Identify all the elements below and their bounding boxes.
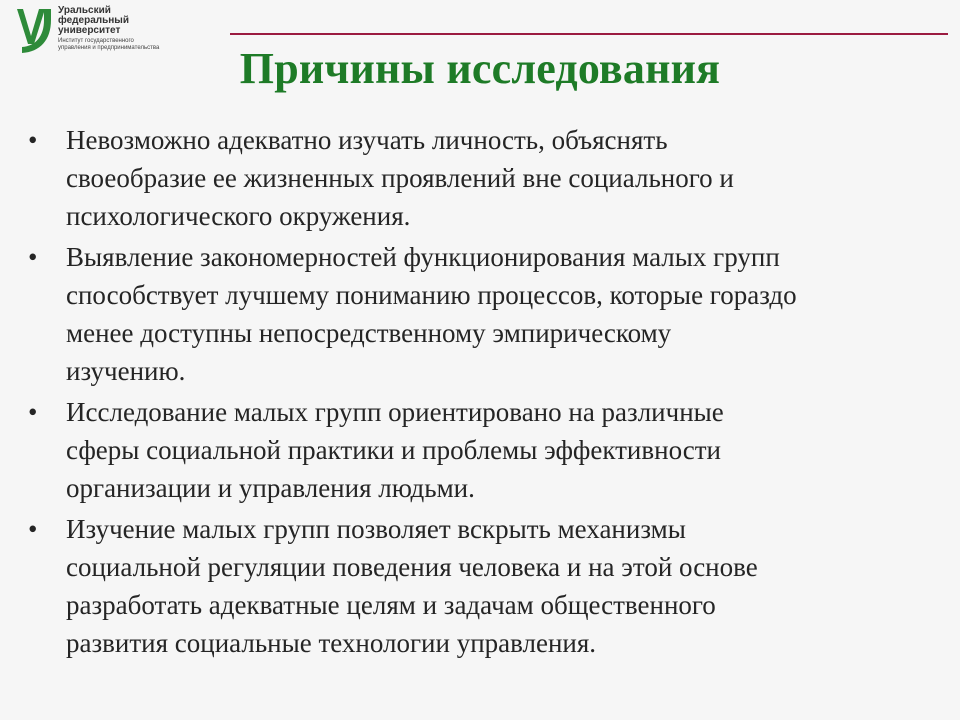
bullet-marker: •	[28, 397, 38, 427]
bullet-line: сферы социальной практики и проблемы эффективности	[66, 435, 721, 465]
bullet-line: развития социальные технологии управления.	[66, 628, 597, 658]
header-rule	[230, 33, 948, 35]
bullet-line: Выявление закономерностей функционирования малых групп	[66, 242, 780, 272]
bullet-line: способствует лучшему пониманию процессов, которые гораздо	[66, 280, 797, 310]
bullet-line: психологического окружения.	[66, 201, 411, 231]
bullet-line: Невозможно адекватно изучать личность, объяснять	[66, 125, 668, 155]
logo-subtitle-1: Институт государственного	[58, 38, 134, 44]
bullet-marker: •	[28, 514, 38, 544]
bullet-marker: •	[28, 125, 38, 155]
bullet-item	[24, 510, 944, 662]
logo-line-2: федеральный	[58, 15, 129, 26]
bullet-item	[24, 238, 944, 390]
bullet-line: организации и управления людьми.	[66, 473, 475, 503]
bullet-line: Исследование малых групп ориентировано на различные	[66, 397, 724, 427]
slide-title: Причины исследования	[239, 44, 721, 93]
bullet-line: своеобразие ее жизненных проявлений вне социального и	[66, 163, 734, 193]
bullet-item	[24, 121, 944, 235]
bullet-line: менее доступны непосредственному эмпирическому	[66, 318, 672, 348]
logo-subtitle-2: управления и предпринимательства	[58, 45, 160, 51]
bullet-list	[24, 121, 944, 665]
bullet-line: социальной регуляции поведения человека и на этой основе	[66, 552, 758, 582]
bullet-line: Изучение малых групп позволяет вскрыть механизмы	[66, 514, 686, 544]
bullet-line: изучению.	[66, 356, 186, 386]
logo-line-1: Уральский	[58, 5, 111, 16]
bullet-item	[24, 393, 944, 507]
bullet-marker: •	[28, 242, 38, 272]
bullet-line: разработать адекватные целям и задачам общественного	[66, 590, 716, 620]
logo-line-3: университет	[58, 25, 121, 36]
